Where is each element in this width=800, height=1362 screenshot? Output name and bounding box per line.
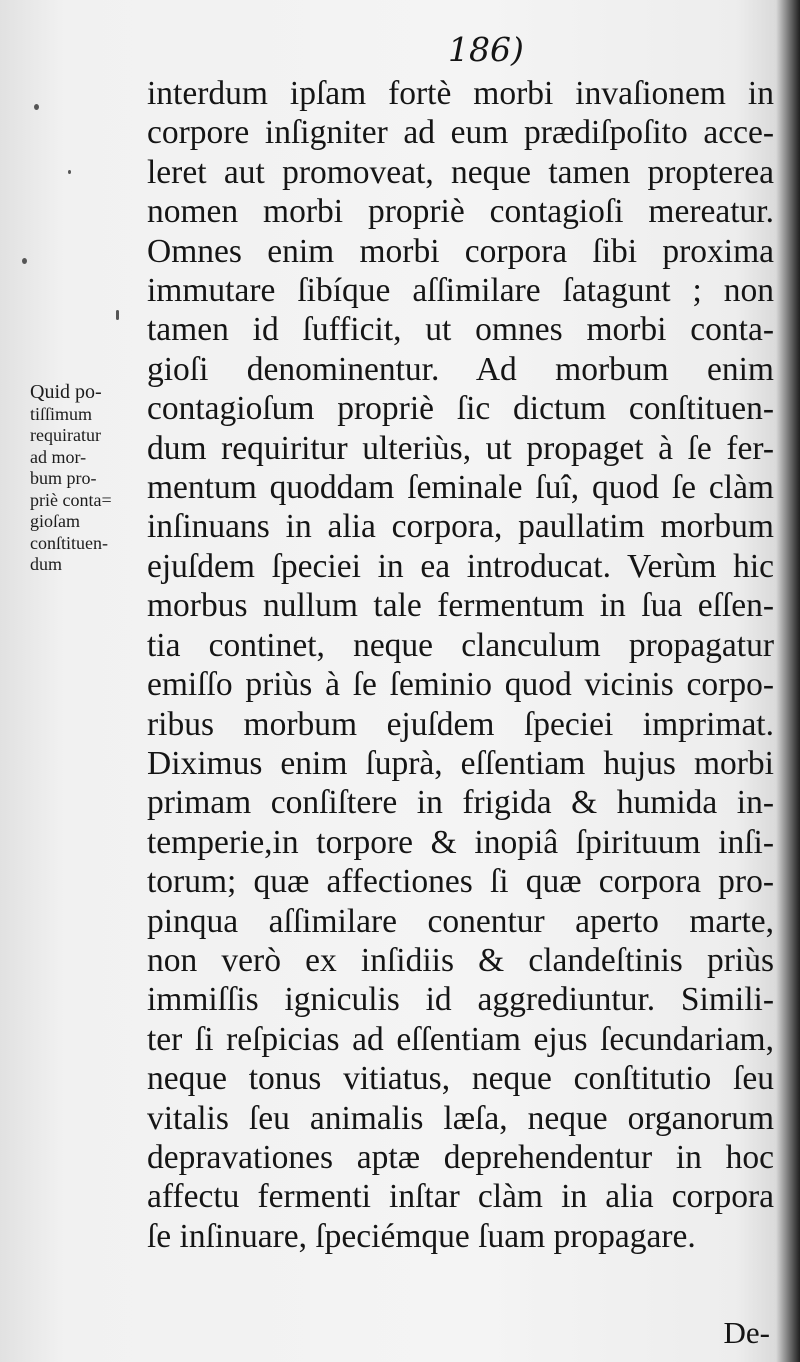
text-line: Omnes enim morbi corpora ſibi proxima [147,232,774,270]
text-line: vitalis ſeu animalis læſa, neque organorum [147,1099,774,1137]
text-line: morbus nullum tale fermentum in ſua eſſen- [147,587,774,625]
text-line: torum; quæ affectiones ſi quæ corpora pro- [147,863,774,901]
catchword: De- [723,1315,770,1350]
text-line: neque tonus vitiatus, neque conſtitutio ſeu [147,1060,774,1098]
body-text [147,74,774,1256]
ink-speck [34,104,39,110]
text-line: leret aut promoveat, neque tamen propterea [147,153,774,191]
text-line: contagioſum propriè ſic dictum conſtituen- [147,390,774,428]
text-line: non verò ex inſidiis & clandeſtinis priùs [147,941,774,979]
text-line: dum requiritur ulteriùs, ut propaget à ſe fer- [147,429,774,467]
text-line: mentum quoddam ſeminale ſuî, quod ſe clàm [147,469,774,507]
text-line: interdum ipſam fortè morbi invaſionem in [147,75,774,112]
ink-speck [22,258,27,264]
text-line: gioſi denominentur. Ad morbum enim [147,350,774,388]
margin-note [30,382,150,576]
text-line: corpore inſigniter ad eum prædiſpoſito acce- [147,114,774,152]
text-line: immiſſis igniculis id aggrediuntur. Simili- [147,981,774,1019]
margin-note-line: requiratur [30,425,101,445]
text-line: tamen id ſufficit, ut omnes morbi conta- [147,311,774,349]
page-number: 186) [448,30,524,69]
margin-note-line: dum [30,554,63,574]
ink-speck [116,310,119,320]
text-line: ribus morbum ejuſdem ſpeciei imprimat. [147,705,774,743]
margin-note-line: Quid po- [30,381,102,403]
margin-note-line: conſtituen- [30,532,108,553]
text-line: temperie,in torpore & inopiâ ſpirituum inſi- [147,823,774,861]
text-line: Diximus enim ſuprà, eſſentiam hujus morbi [147,744,774,782]
margin-note-line: bum pro- [30,468,97,488]
margin-note-line: gioſam [30,511,80,531]
text-line: immutare ſibíque aſſimilare ſatagunt ; non [147,272,774,310]
text-line: primam conſiſtere in frigida & humida in- [147,784,774,822]
text-line: ejuſdem ſpeciei in ea introducat. Verùm hic [147,547,774,585]
margin-note-line: priè conta= [30,489,112,510]
text-line: emiſſo priùs à ſe ſeminio quod vicinis corpo- [147,666,774,704]
text-line: depravationes aptæ deprehendentur in hoc [147,1138,774,1176]
text-line: ter ſi reſpicias ad eſſentiam ejus ſecundariam, [147,1020,774,1058]
text-line: affectu fermenti inſtar clàm in alia corpora [147,1178,774,1216]
ink-speck [68,170,71,174]
text-line: tia continet, neque clanculum propagatur [147,626,774,664]
text-line: ſe inſinuare, ſpeciémque ſuam propagare. [147,1217,696,1255]
margin-note-line: tiſſimum [30,403,93,424]
margin-note-line: ad mor- [30,446,87,467]
text-line: inſinuans in alia corpora, paullatim morbum [147,508,774,546]
text-line: pinqua aſſimilare conentur aperto marte, [147,902,774,940]
text-line: nomen morbi propriè contagioſi mereatur. [147,193,774,231]
